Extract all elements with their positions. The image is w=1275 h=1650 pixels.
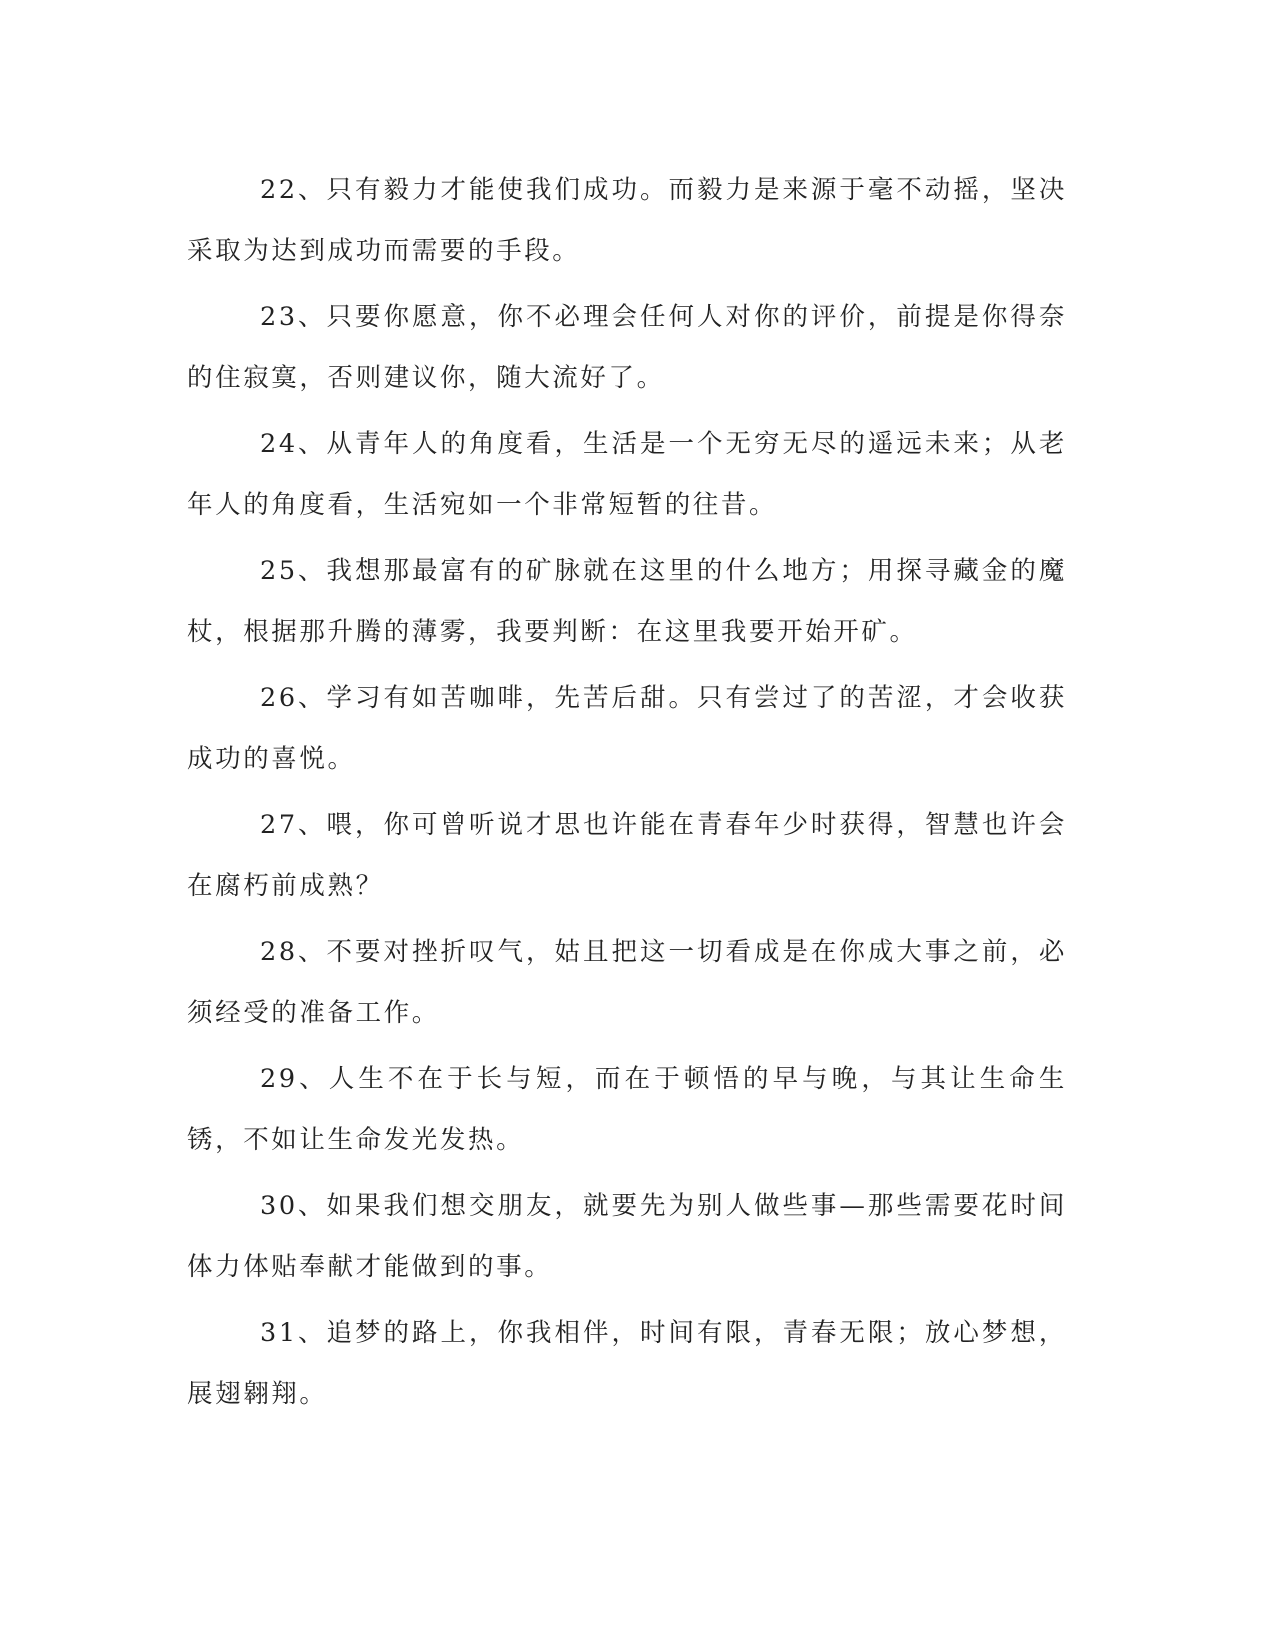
paragraph-24: 24、从青年人的角度看，生活是一个无穷无尽的遥远未来；从老年人的角度看，生活宛如一个非常短暂的往昔。	[187, 429, 1067, 520]
paragraph-31: 31、追梦的路上，你我相伴，时间有限，青春无限；放心梦想，展翅翱翔。	[187, 1318, 1067, 1409]
document-body	[187, 160, 1067, 1430]
paragraph-27: 27、喂，你可曾听说才思也许能在青春年少时获得，智慧也许会在腐朽前成熟？	[187, 810, 1067, 901]
paragraph-30: 30、如果我们想交朋友，就要先为别人做些事—那些需要花时间体力体贴奉献才能做到的事。	[187, 1191, 1067, 1282]
paragraph-22: 22、只有毅力才能使我们成功。而毅力是来源于毫不动摇，坚决采取为达到成功而需要的手段。	[187, 175, 1067, 266]
paragraph-26: 26、学习有如苦咖啡，先苦后甜。只有尝过了的苦涩，才会收获成功的喜悦。	[187, 683, 1067, 774]
paragraph-25: 25、我想那最富有的矿脉就在这里的什么地方；用探寻藏金的魔杖，根据那升腾的薄雾，我要判断：在这里我要开始开矿。	[187, 556, 1067, 647]
paragraph-29: 29、人生不在于长与短，而在于顿悟的早与晚，与其让生命生锈，不如让生命发光发热。	[187, 1064, 1067, 1155]
paragraph-23: 23、只要你愿意，你不必理会任何人对你的评价，前提是你得奈的住寂寞，否则建议你，随大流好了。	[187, 302, 1067, 393]
paragraph-28: 28、不要对挫折叹气，姑且把这一切看成是在你成大事之前，必须经受的准备工作。	[187, 937, 1067, 1028]
